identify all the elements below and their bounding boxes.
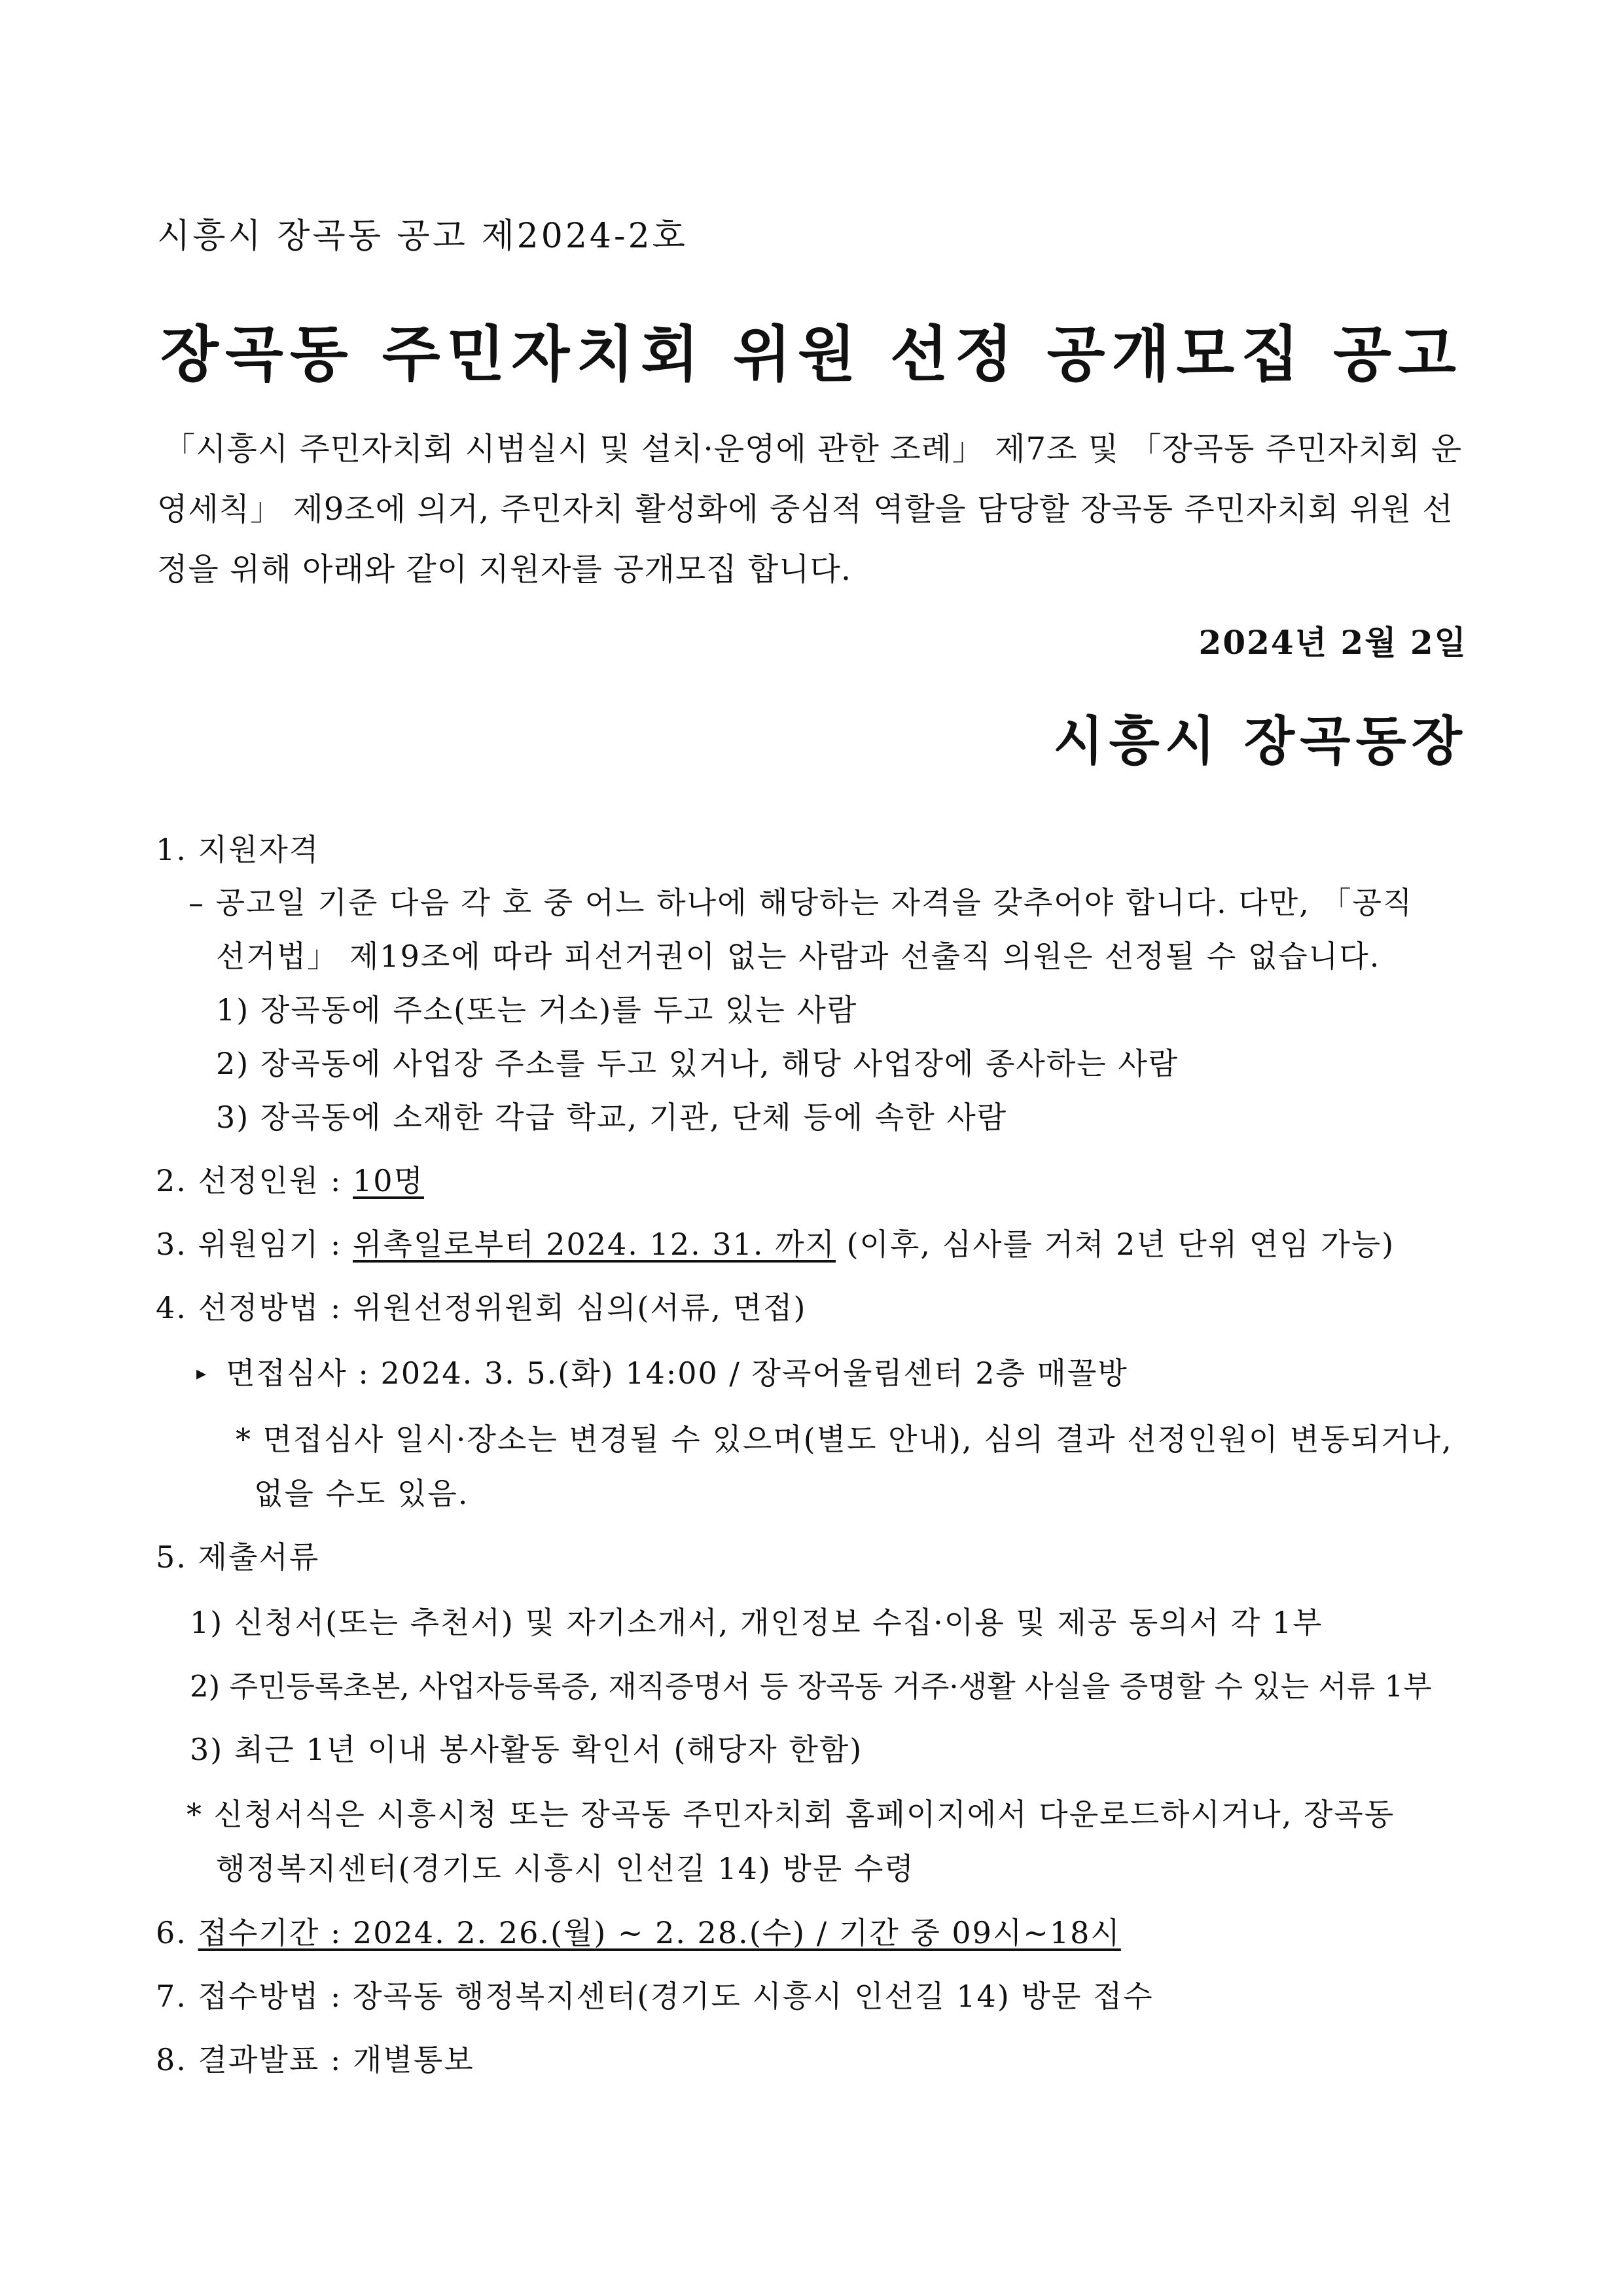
section-2-value: 10명 [353, 1163, 424, 1198]
triangle-bullet-icon: ▸ [196, 1362, 208, 1385]
section-6-row [156, 1909, 1121, 1952]
section-3-row [156, 1221, 1395, 1264]
section-5-note-line2: 행정복지센터(경기도 시흥시 인선길 14) 방문 수령 [216, 1851, 915, 1886]
notice-date: 2024년 2월 2일 [1198, 623, 1467, 662]
section-1-heading: 1. 지원자격 [156, 832, 320, 867]
section-2-label: 2. 선정인원 : [156, 1163, 353, 1198]
section-8-row: 8. 결과발표 : 개별통보 [156, 2042, 474, 2077]
section-4-heading: 4. 선정방법 : 위원선정위원회 심의(서류, 면접) [156, 1290, 807, 1325]
section-6-prefix: 6. [156, 1915, 198, 1950]
section-4-interview: 면접심사 : 2024. 3. 5.(화) 14:00 / 장곡어울림센터 2층 매꼴방 [226, 1355, 1128, 1391]
intro-paragraph: 「시흥시 주민자치회 시범실시 및 설치·운영에 관한 조례」 제7조 및 「장곡동 주민자치회 운영세칙」 제9조에 의거, 주민자치 활성화에 중심적 역할을 담당할 장곡동 주민자치회 위원 선정을 위해 아래와 같이 지원자를 공개모집 합니다. [157, 431, 1463, 588]
section-3-note: (이후, 심사를 거쳐 2년 단위 연임 가능) [835, 1227, 1395, 1262]
page-title: 장곡동 주민자치회 위원 선정 공개모집 공고 [160, 319, 1463, 389]
section-4-note-line1: * 면접심사 일시·장소는 변경될 수 있으며(별도 안내), 심의 결과 선정인원이 변동되거나, [236, 1422, 1453, 1457]
section-5-item: 1) 신청서(또는 추천서) 및 자기소개서, 개인정보 수집·이용 및 제공 동의서 각 1부 [190, 1605, 1323, 1640]
section-5-item: 3) 최근 1년 이내 봉사활동 확인서 (해당자 한함) [190, 1732, 863, 1767]
section-1-desc-line2: 선거법」 제19조에 따라 피선거권이 없는 사람과 선출직 의원은 선정될 수 없습니다. [216, 939, 1381, 974]
section-1-item: 1) 장곡동에 주소(또는 거소)를 두고 있는 사람 [216, 992, 858, 1028]
section-1-desc-line1: – 공고일 기준 다음 각 호 중 어느 하나에 해당하는 자격을 갖추어야 합니다. 다만, 「공직 [188, 885, 1414, 920]
section-4-note-line2: 없을 수도 있음. [254, 1476, 469, 1511]
notice-number: 시흥시 장곡동 공고 제2024-2호 [157, 217, 688, 256]
section-2-row [156, 1157, 424, 1200]
section-6-value: 접수기간 : 2024. 2. 26.(월) ~ 2. 28.(수) / 기간 중 09시~18시 [198, 1915, 1121, 1950]
section-5-note-line1: * 신청서식은 시흥시청 또는 장곡동 주민자치회 홈페이지에서 다운로드하시거나, 장곡동 [187, 1797, 1395, 1832]
section-4-interview-row [196, 1350, 1128, 1393]
section-7-row: 7. 접수방법 : 장곡동 행정복지센터(경기도 시흥시 인선길 14) 방문 접수 [156, 1979, 1154, 2014]
section-3-label: 3. 위원임기 : [156, 1227, 353, 1262]
section-5-item: 2) 주민등록초본, 사업자등록증, 재직증명서 등 장곡동 거주·생활 사실을 증명할 수 있는 서류 1부 [190, 1669, 1432, 1704]
issuer-name: 시흥시 장곡동장 [1053, 710, 1467, 772]
section-1-item: 2) 장곡동에 사업장 주소를 두고 있거나, 해당 사업장에 종사하는 사람 [216, 1046, 1179, 1081]
section-1-item: 3) 장곡동에 소재한 각급 학교, 기관, 단체 등에 속한 사람 [216, 1100, 1008, 1135]
section-5-heading: 5. 제출서류 [156, 1539, 320, 1575]
section-3-value: 위촉일로부터 2024. 12. 31. 까지 [353, 1227, 836, 1262]
